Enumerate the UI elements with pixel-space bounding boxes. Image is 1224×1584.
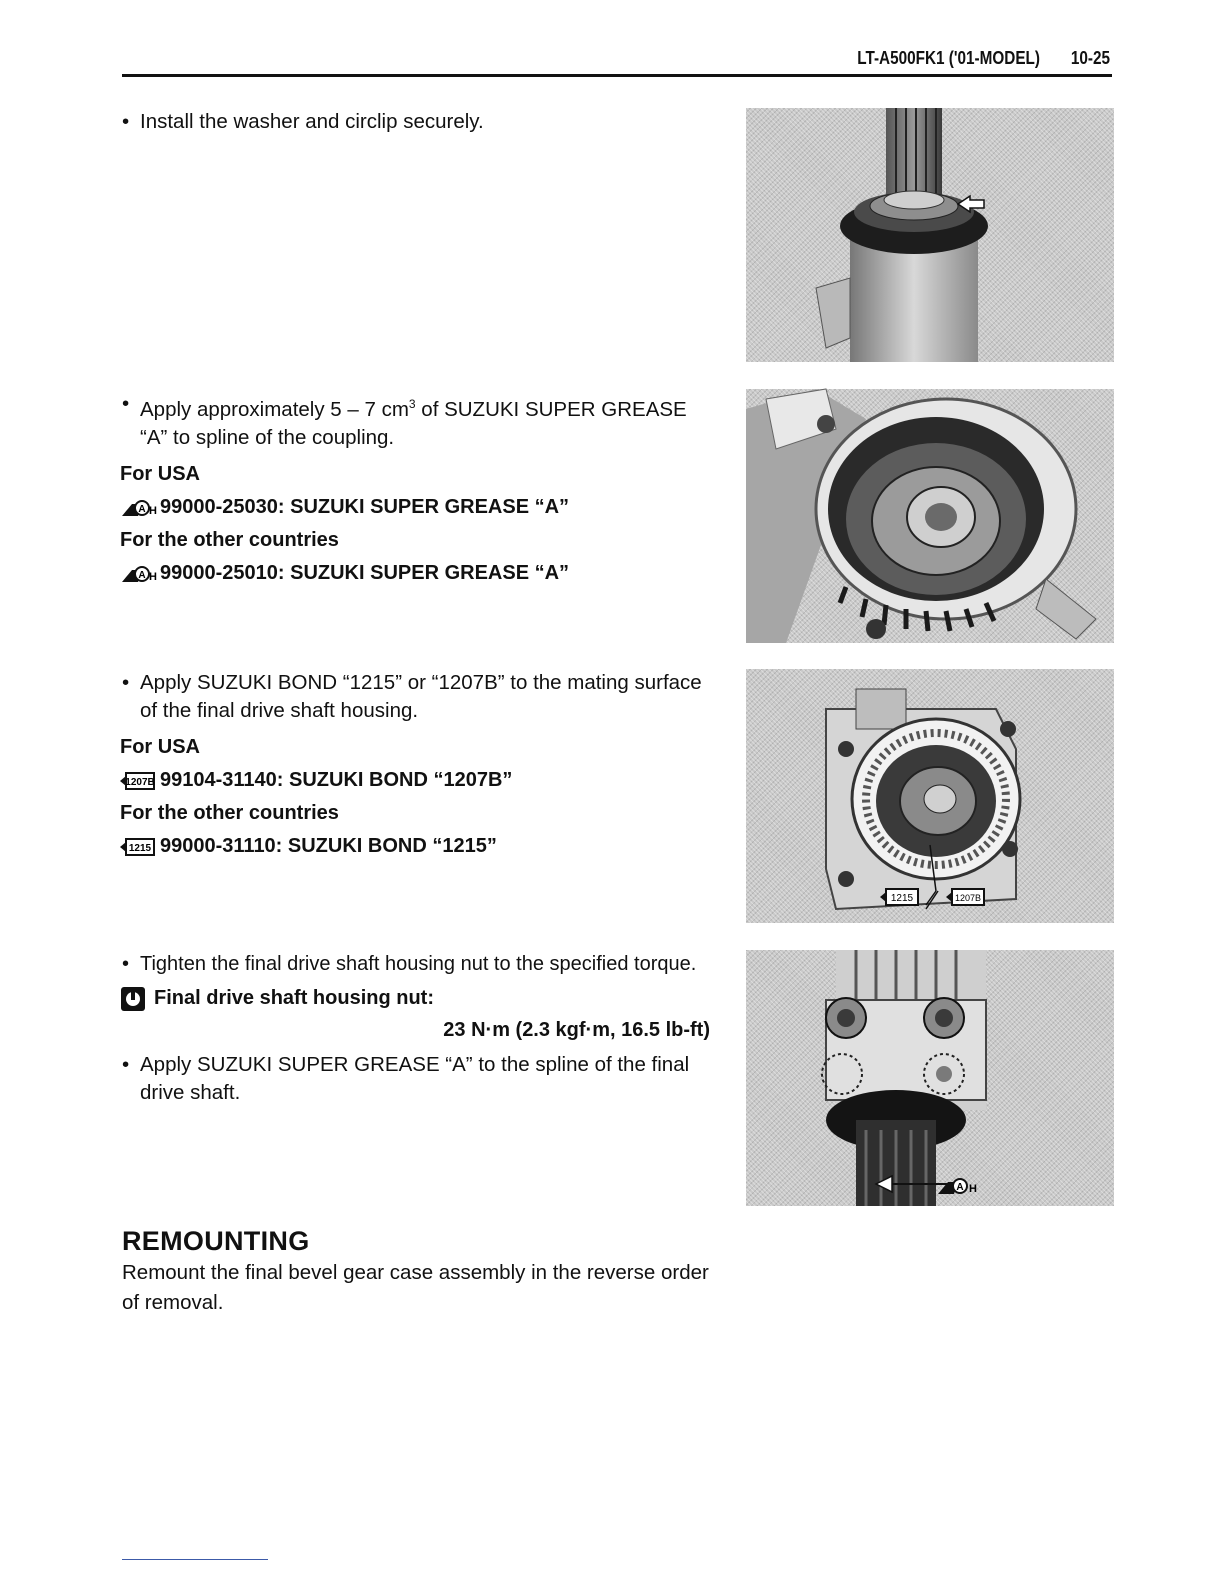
photo-coupling-spline (746, 389, 1114, 643)
super-grease-a-label-icon (938, 1179, 977, 1195)
remounting-heading: REMOUNTING (122, 1226, 310, 1256)
page-header (122, 44, 1112, 77)
suzuki-bond-1207b-icon (120, 770, 156, 792)
svg-text:1207B: 1207B (954, 893, 982, 903)
header-page-number: 10-25 (1070, 48, 1110, 68)
torque-value: 23 N·m (2.3 kgf·m, 16.5 lb-ft) (443, 1019, 710, 1041)
photo-washer-circlip (746, 108, 1114, 362)
step-text: • Install the washer and circlip securely. (120, 108, 710, 136)
step-text: • Tighten the final drive shaft housing nut to the specified torque. (120, 950, 710, 978)
step-text: • Apply approximately 5 – 7 $cm^3$ of SUZUKI SUPER GREASE “A” to spline of the coupling. (120, 390, 710, 452)
part-grease-usa: A H 99000-25030: SUZUKI SUPER GREASE “A” (120, 491, 710, 524)
step-install-washer (120, 108, 710, 136)
svg-text:A: A (138, 570, 146, 582)
part-bond-other: 1215 99000-31110: SUZUKI BOND “1215” (120, 830, 710, 863)
remounting-text: Remount the final bevel gear case assembly in the reverse order of removal. (122, 1261, 709, 1314)
svg-text:A: A (956, 1182, 964, 1193)
torque-wrench-icon (120, 986, 146, 1012)
torque-spec: Final drive shaft housing nut: (120, 982, 710, 1015)
step-apply-bond (120, 669, 710, 863)
region-usa: For USA (120, 736, 200, 758)
photo-mating-surface (746, 669, 1114, 923)
svg-text:A: A (138, 504, 146, 516)
svg-text:1207B: 1207B (125, 776, 155, 788)
footer-rule (122, 1559, 268, 1560)
region-other: For the other countries (120, 528, 339, 551)
part-grease-other: A H 99000-25010: SUZUKI SUPER GREASE “A” (120, 557, 710, 590)
photo-housing-nuts (746, 950, 1114, 1206)
suzuki-bond-1215-icon (120, 836, 156, 858)
region-usa: For USA (120, 462, 200, 485)
step-text-grease: • Apply SUZUKI SUPER GREASE “A” to the spline of the final drive shaft. (120, 1051, 710, 1107)
header-model: LT-A500FK1 ('01-MODEL) (857, 48, 1040, 68)
bond-1207b-label-icon (946, 889, 984, 905)
bond-1215-label-icon (880, 889, 918, 905)
part-bond-usa: 1207B 99104-31140: SUZUKI BOND “1207B” (120, 764, 710, 797)
svg-text:1215: 1215 (890, 893, 914, 904)
region-other: For the other countries (120, 802, 339, 824)
svg-text:H: H (149, 505, 157, 518)
super-grease-a-icon (120, 496, 156, 518)
svg-text:H: H (969, 1183, 977, 1195)
svg-text:H: H (149, 571, 157, 584)
svg-text:1215: 1215 (128, 842, 152, 854)
super-grease-a-icon (120, 562, 156, 584)
step-text: • Apply SUZUKI BOND “1215” or “1207B” to the mating surface of the final drive shaft housing. (120, 669, 710, 725)
step-apply-grease-coupling (120, 390, 710, 590)
step-tighten-nut (120, 950, 710, 1107)
